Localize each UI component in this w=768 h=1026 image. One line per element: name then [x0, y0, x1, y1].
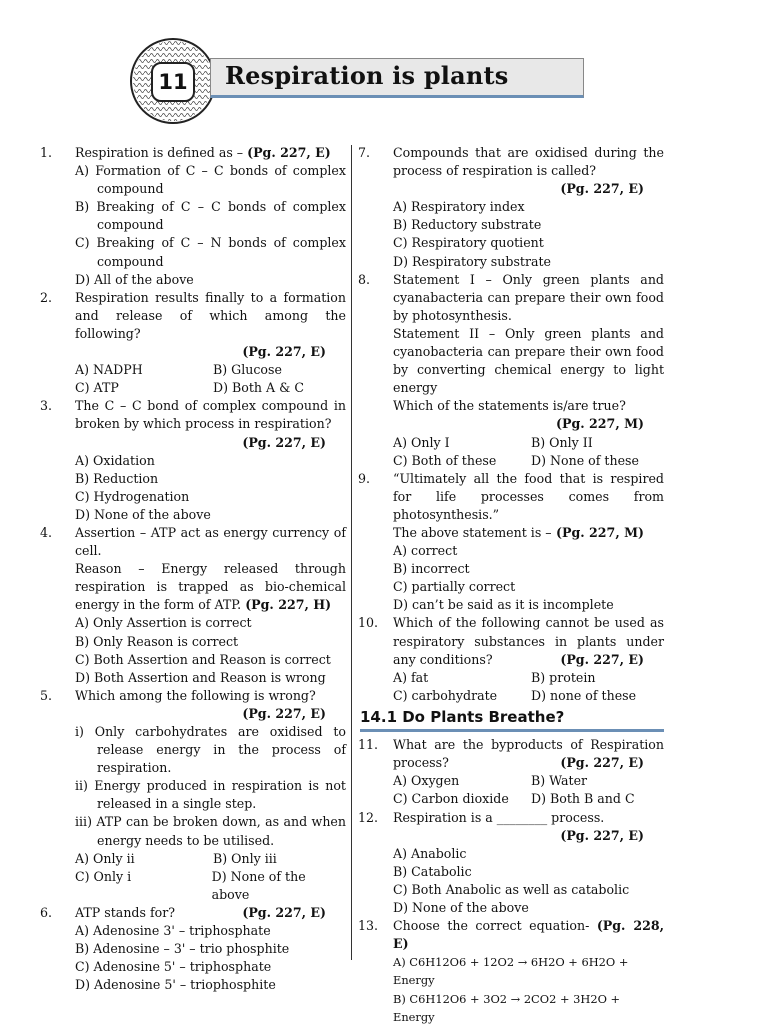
option[interactable]: A) Respiratory index [393, 199, 525, 215]
option[interactable]: C) Adenosine 5' – triphosphate [75, 959, 272, 975]
option[interactable]: C) Both Assertion and Reason is correct [75, 651, 331, 667]
option[interactable]: D) None of the above [75, 506, 211, 522]
option[interactable]: B) C6H12O6 + 3O2 → 2CO2 + 3H2O + Energy [393, 991, 621, 1024]
option[interactable]: D) Both Assertion and Reason is wrong [75, 669, 326, 685]
option[interactable]: A) Only Assertion is correct [75, 615, 252, 631]
option[interactable]: C) partially correct [393, 579, 516, 595]
question-10: 10. Which of the following cannot be used as respiratory substances in plants under any conditions? (Pg. 227, E) A) fat B) protein C) carbohydrate D) none of these [358, 614, 664, 705]
option[interactable]: C) carbohydrate [393, 687, 498, 703]
option[interactable]: B) Only Reason is correct [75, 633, 239, 649]
option[interactable]: D) none of these [531, 687, 637, 703]
option[interactable]: D) Both A & C [213, 380, 304, 396]
option[interactable]: B) Breaking of C – C bonds of complex compound [75, 199, 346, 233]
question-1: 1. Respiration is defined as – (Pg. 227, E) A) Formation of C – C bonds of complex compound B) Breaking of C – C bonds of complex compound C) Breaking of C – N bonds of complex compound D) All of the above [40, 144, 346, 289]
option[interactable]: D) None of these [531, 452, 639, 468]
option[interactable]: C) Carbon dioxide [393, 791, 509, 807]
option[interactable]: B) Reduction [75, 470, 159, 486]
option[interactable]: D) Both B and C [531, 791, 635, 807]
chapter-badge [130, 38, 216, 124]
right-column [358, 144, 664, 1026]
option[interactable]: C) Breaking of C – N bonds of complex compound [75, 235, 346, 269]
option[interactable]: D) Respiratory substrate [393, 253, 552, 269]
page-ref: (Pg. 227, E) [242, 434, 326, 450]
option[interactable]: A) correct [393, 543, 458, 559]
statement: ii) Energy produced in respiration is not released in a single step. [75, 778, 346, 812]
option[interactable]: D) None of the above [211, 868, 306, 902]
option[interactable]: B) Catabolic [393, 863, 472, 879]
chapter-header [130, 38, 590, 124]
question-9: 9. “Ultimately all the food that is respired for life processes comes from photosynthesis.” The above statement is – (Pg. 227, M) A) correct B) incorrect C) partially correct D) can’t be said as it is incomplete [358, 470, 664, 615]
statement: i) Only carbohydrates are oxidised to release energy in the process of respiration. [75, 724, 346, 776]
option[interactable]: B) Glucose [213, 362, 282, 378]
question-8: 8. Statement I – Only green plants and cyanabacteria can prepare their own food by photosynthesis. Statement II – Only green plants and cyanobacteria can prepare their own food by converting chemical energy to light energy Which of the statements is/are true? (Pg. 227, M) A) Only I B) Only II C) Both of these D) None of these [358, 271, 664, 470]
option[interactable]: C) Both of these [393, 452, 497, 468]
question-2: 2. Respiration results finally to a formation and release of which among the following? (Pg. 227, E) A) NADPH B) Glucose C) ATP D) Both A & C [40, 289, 346, 398]
page-title: Respiration is plants [225, 61, 509, 90]
title-bar [210, 58, 584, 98]
option[interactable]: D) Adenosine 5' – triophosphite [75, 977, 276, 993]
option[interactable]: C) Only i [75, 868, 132, 884]
option[interactable]: C) Both Anabolic as well as catabolic [393, 881, 630, 897]
page-ref: (Pg. 227, E) [560, 755, 644, 771]
question-4: 4. Assertion – ATP act as energy currency of cell. Reason – Energy released through respiration is trapped as bio-chemical energy in the form of ATP. (Pg. 227, H) A) Only Assertion is correct B) Only Reason is correct C) Both Assertion and Reason is correct D) Both Assertion and Reason is wrong [40, 524, 346, 687]
option[interactable]: C) Respiratory quotient [393, 235, 544, 251]
option[interactable]: D) can’t be said as it is incomplete [393, 597, 614, 613]
option[interactable]: A) C6H12O6 + 12O2 → 6H2O + 6H2O + Energy [393, 955, 629, 988]
option[interactable]: B) Only iii [213, 850, 277, 866]
option[interactable]: A) NADPH [75, 362, 143, 378]
question-12: 12. Respiration is a ________ process. (Pg. 227, E) A) Anabolic B) Catabolic C) Both Anabolic as well as catabolic D) None of the above [358, 809, 664, 918]
option[interactable]: A) Oxygen [393, 773, 460, 789]
question-5: 5. Which among the following is wrong? (Pg. 227, E) i) Only carbohydrates are oxidised to release energy in the process of respiration. ii) Energy produced in respiration is not released in a single step. iii) ATP can be broken down, as and when energy needs to be utilised. A) Only ii B) Only iii C) Only i D) None of the above [40, 687, 346, 904]
option[interactable]: A) Only ii [75, 850, 135, 866]
option[interactable]: B) incorrect [393, 561, 470, 577]
option[interactable]: A) Anabolic [393, 845, 467, 861]
option[interactable]: A) Only I [393, 434, 450, 450]
option[interactable]: B) Reductory substrate [393, 217, 542, 233]
option[interactable]: B) Adenosine – 3' – trio phosphite [75, 941, 290, 957]
question-7: 7. Compounds that are oxidised during the process of respiration is called? (Pg. 227, E) A) Respiratory index B) Reductory substrate C) Respiratory quotient D) Respiratory substrate [358, 144, 664, 271]
question-13: 13. Choose the correct equation- (Pg. 228, E) A) C6H12O6 + 12O2 → 6H2O + 6H2O + Energy B) C6H12O6 + 3O2 → 2CO2 + 3H2O + Energy [358, 917, 664, 1026]
option[interactable]: A) Formation of C – C bonds of complex compound [75, 163, 346, 197]
option[interactable]: C) ATP [75, 380, 119, 396]
statement: iii) ATP can be broken down, as and when energy needs to be utilised. [75, 814, 346, 848]
chapter-number: 11 [151, 62, 195, 102]
option[interactable]: B) Water [531, 773, 588, 789]
page-ref: (Pg. 227, E) [242, 705, 326, 721]
option[interactable]: D) All of the above [75, 271, 194, 287]
section-underline [360, 729, 664, 732]
left-column [40, 144, 346, 994]
option[interactable]: A) Oxidation [75, 452, 155, 468]
option[interactable]: C) Hydrogenation [75, 488, 190, 504]
section-heading: 14.1 Do Plants Breathe? [360, 708, 664, 728]
option[interactable]: A) Adenosine 3' – triphosphate [75, 923, 271, 939]
option[interactable]: D) None of the above [393, 900, 529, 916]
question-3: 3. The C – C bond of complex compound in broken by which process in respiration? (Pg. 227, E) A) Oxidation B) Reduction C) Hydrogenation D) None of the above [40, 397, 346, 524]
question-11: 11. What are the byproducts of Respiration process? (Pg. 227, E) A) Oxygen B) Water C) Carbon dioxide D) Both B and C [358, 736, 664, 808]
column-divider [351, 145, 352, 960]
option[interactable]: A) fat [393, 669, 429, 685]
page-ref: (Pg. 227, E) [560, 181, 644, 197]
page-ref: (Pg. 227, M) [556, 416, 644, 432]
page-ref: (Pg. 227, E) [560, 651, 644, 667]
question-6: 6. ATP stands for? (Pg. 227, E) A) Adenosine 3' – triphosphate B) Adenosine – 3' – trio phosphite C) Adenosine 5' – triphosphate D) Adenosine 5' – triophosphite [40, 904, 346, 994]
page-ref: (Pg. 227, E) [560, 827, 644, 843]
option[interactable]: B) Only II [531, 434, 593, 450]
option[interactable]: B) protein [531, 669, 596, 685]
page-ref: (Pg. 227, E) [242, 344, 326, 360]
